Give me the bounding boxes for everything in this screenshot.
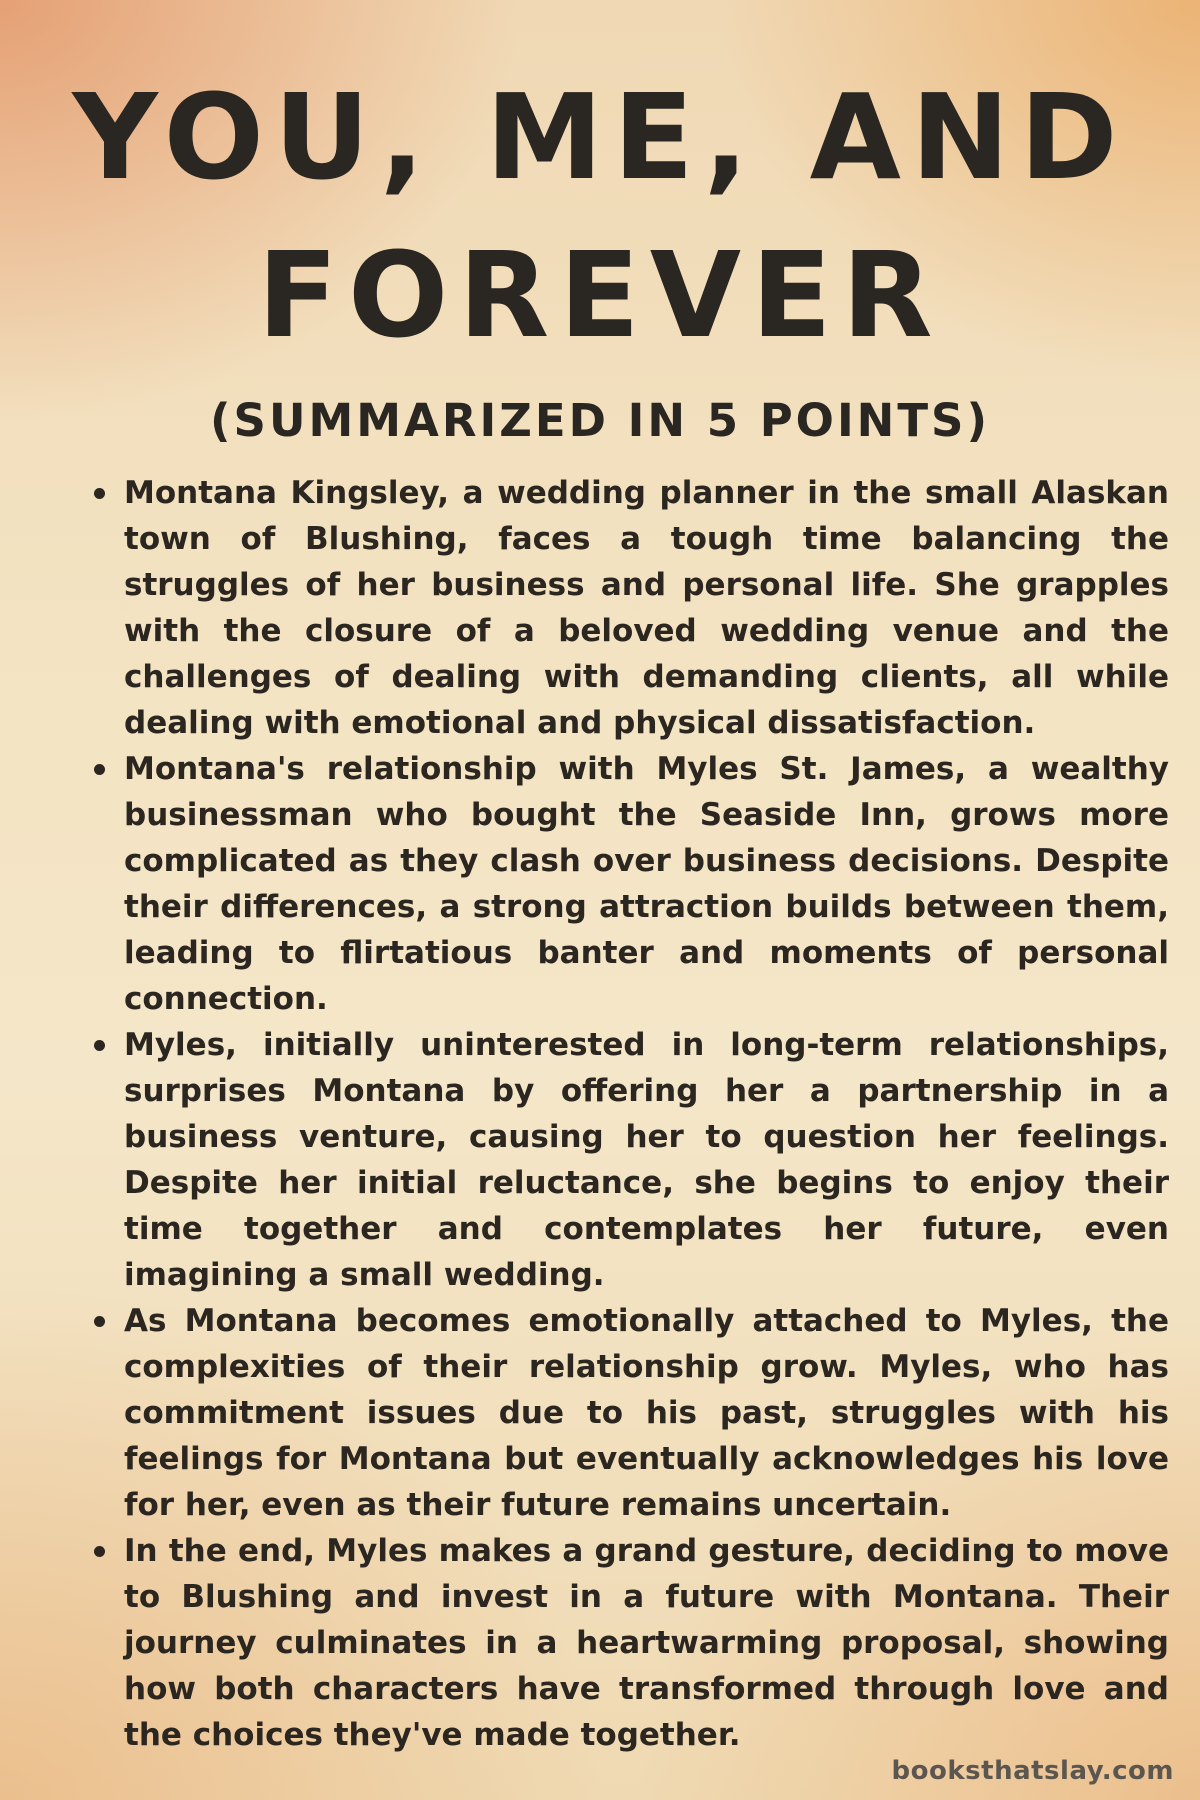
bullet-icon bbox=[94, 1316, 105, 1327]
point-text: In the end, Myles makes a grand gesture, deciding to move to Blushing and invest in a future with Montana. Their journey culminates in a heartwarming proposal, showing how both characters have transformed through love and the choices they've made together. bbox=[124, 1533, 1169, 1753]
bullet-icon bbox=[94, 764, 105, 775]
summary-points-list bbox=[96, 470, 1169, 1758]
bullet-icon bbox=[94, 1040, 105, 1051]
summary-point-3 bbox=[124, 1022, 1169, 1298]
summary-point-1 bbox=[124, 470, 1169, 746]
book-title: YOU, ME, AND FOREVER bbox=[72, 68, 1128, 364]
point-text: Myles, initially uninterested in long-term relationships, surprises Montana by offering her a partnership in a business venture, causing her to question her feelings. Despite her initial reluctance, she begins to enjoy their time together and contemplates her future, even imagining a small wedding. bbox=[124, 1027, 1169, 1293]
point-text: As Montana becomes emotionally attached to Myles, the complexities of their relationship grow. Myles, who has commitment issues due to his past, struggles with his feelings for Montana but eventually acknowledges his love for her, even as their future remains uncertain. bbox=[124, 1303, 1169, 1523]
point-text: Montana Kingsley, a wedding planner in the small Alaskan town of Blushing, faces a tough time balancing the struggles of her business and personal life. She grapples with the closure of a beloved wedding venue and the challenges of dealing with demanding clients, all while dealing with emotional and physical dissatisfaction. bbox=[124, 475, 1169, 741]
website-watermark: booksthatslay.com bbox=[891, 1756, 1174, 1786]
point-text: Montana's relationship with Myles St. James, a wealthy businessman who bought the Seaside Inn, grows more complicated as they clash over business decisions. Despite their differences, a strong attraction builds between them, leading to flirtatious banter and moments of personal connection. bbox=[124, 751, 1169, 1017]
summary-point-2 bbox=[124, 746, 1169, 1022]
subtitle: (SUMMARIZED IN 5 POINTS) bbox=[209, 394, 991, 447]
bullet-icon bbox=[94, 1546, 105, 1557]
summary-point-4 bbox=[124, 1298, 1169, 1528]
summary-point-5 bbox=[124, 1528, 1169, 1758]
bullet-icon bbox=[94, 488, 105, 499]
